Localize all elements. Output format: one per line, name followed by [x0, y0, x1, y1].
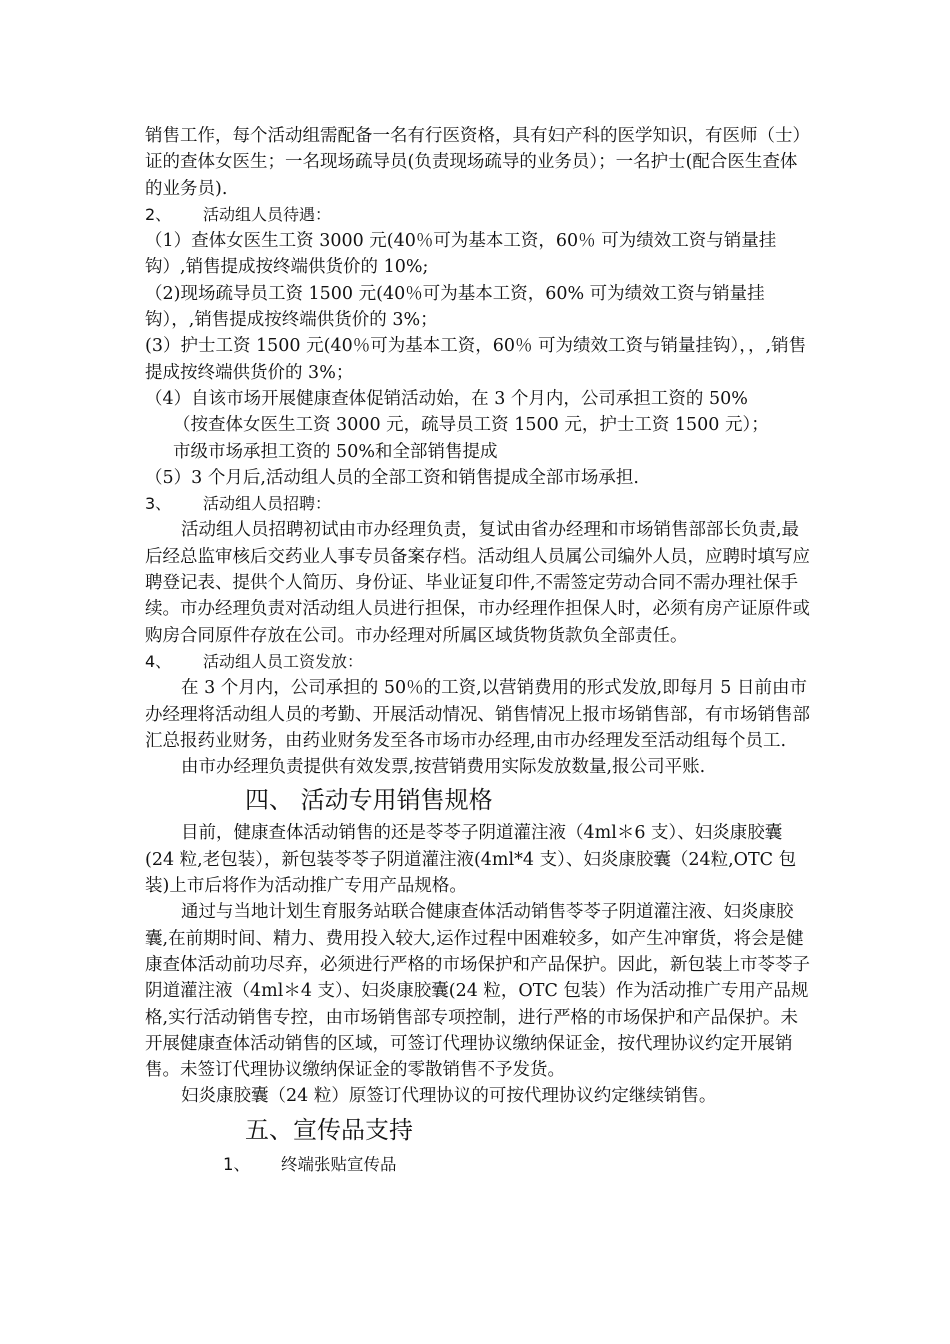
list-item: （1）查体女医生工资 3000 元(40％可为基本工资，60％ 可为绩效工资与销量挂钩）,销售提成按终端供货价的 10%;	[145, 231, 777, 278]
section-4-body: 在 3 个月内，公司承担的 50％的工资,以营销费用的形式发放,即每月 5 日前由市办经理将活动组人员的考勤、开展活动情况、销售情况上报市场销售部，有市场销售部汇总报药业财务，由药业财务发至各市场市办经理,由市办经理发至活动组每个员工.	[145, 678, 810, 751]
list-item: （5）3 个月后,活动组人员的全部工资和销售提成全部市场承担.	[145, 467, 639, 488]
list-item: （4）自该市场开展健康查体促销活动始，在 3 个月内，公司承担工资的 50%	[145, 388, 748, 409]
document-body	[145, 123, 810, 1180]
section-4-number: 4、	[145, 651, 172, 671]
heading-section-five: 五、宣传品支持	[245, 1115, 413, 1144]
section-five-item-1	[145, 1150, 810, 1180]
list-item-continuation: 市级市场承担工资的 50%和全部销售提成	[173, 441, 498, 462]
list-item-continuation: （按查体女医生工资 3000 元，疏导员工资 1500 元，护士工资 1500 元）；	[173, 415, 769, 436]
section-five-item-1-title: 终端张贴宣传品	[281, 1154, 397, 1174]
section-four-paragraph-1: 目前，健康查体活动销售的还是苓苓子阴道灌注液（4ml＊6 支）、妇炎康胶囊(24 粒,老包装），新包装苓苓子阴道灌注液(4ml*4 支）、妇炎康胶囊（24粒,OTC 包装)上市后将作为活动推广专用产品规格。	[145, 823, 797, 897]
section-4-title: 活动组人员工资发放：	[203, 651, 364, 671]
section-five-item-1-number: 1、	[223, 1154, 250, 1174]
section-2-heading	[145, 202, 810, 228]
section-2-number: 2、	[145, 204, 172, 224]
section-3-body: 活动组人员招聘初试由市办经理负责，复试由省办经理和市场销售部部长负责,最后经总监审核后交药业人事专员备案存档。活动组人员属公司编外人员，应聘时填写应聘登记表、提供个人简历、身份证、毕业证复印件,不需签定劳动合同不需办理社保手续。市办经理负责对活动组人员进行担保，市办经理作担保人时，必须有房产证原件或购房合同原件存放在公司。市办经理对所属区域货物货款负全部责任。	[145, 520, 810, 646]
section-3-heading	[145, 491, 810, 517]
section-4-body-2: 由市办经理负责提供有效发票,按营销费用实际发放数量,报公司平账.	[181, 757, 706, 778]
section-4-heading	[145, 649, 810, 675]
section-2-title: 活动组人员待遇：	[203, 204, 332, 224]
section-four-paragraph-2: 通过与当地计划生育服务站联合健康查体活动销售苓苓子阴道灌注液、妇炎康胶囊,在前期时间、精力、费用投入较大,运作过程中困难较多，如产生冲窜货，将会是健康查体活动前功尽弃，必须进行严格的市场保护和产品保护。因此，新包装上市苓苓子阴道灌注液（4ml＊4 支）、妇炎康胶囊(24 粒，OTC 包装）作为活动推广专用产品规格,实行活动销售专控，由市场销售部专项控制，进行严格的市场保护和产品保护。未开展健康查体活动销售的区域，可签订代理协议缴纳保证金，按代理协议约定开展销售。未签订代理协议缴纳保证金的零散销售不予发货。	[145, 902, 810, 1081]
section-3-title: 活动组人员招聘：	[203, 494, 332, 514]
list-item: (3）护士工资 1500 元(40％可为基本工资，60％ 可为绩效工资与销量挂钩），，,销售提成按终端供货价的 3%；	[145, 336, 807, 383]
list-item: （2)现场疏导员工资 1500 元(40％可为基本工资，60% 可为绩效工资与销量挂钩），,销售提成按终端供货价的 3%；	[145, 283, 765, 331]
section-3-number: 3、	[145, 494, 172, 514]
section-four-paragraph-3: 妇炎康胶囊（24 粒）原签订代理协议的可按代理协议约定继续销售。	[181, 1086, 717, 1107]
paragraph-staffing: 销售工作，每个活动组需配备一名有行医资格，具有妇产科的医学知识，有医师（士）证的查体女医生；一名现场疏导员(负责现场疏导的业务员）；一名护士(配合医生查体的业务员).	[145, 126, 810, 199]
heading-section-four: 四、 活动专用销售规格	[245, 786, 493, 815]
